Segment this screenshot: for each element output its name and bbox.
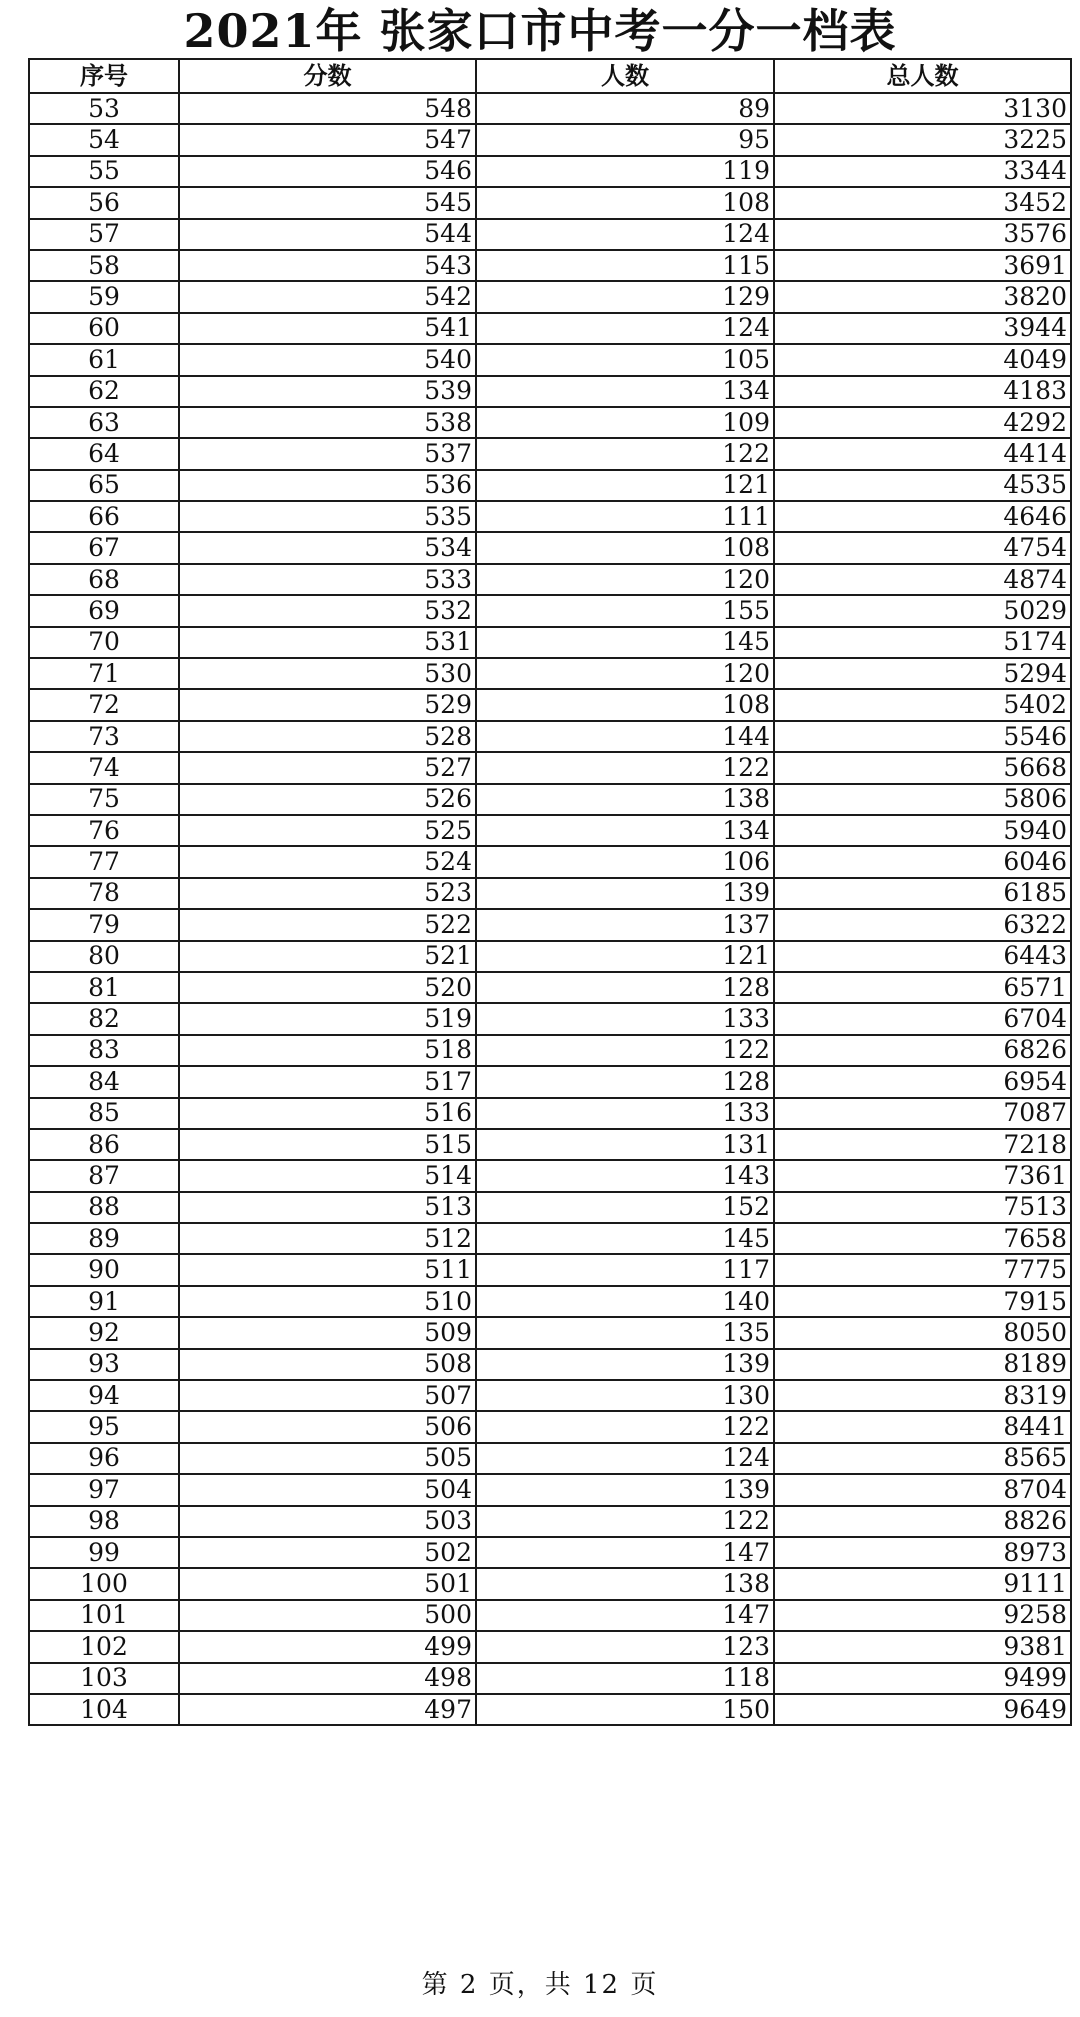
score-cell: 520 [179, 972, 476, 1003]
score-cell: 547 [179, 124, 476, 155]
count-cell: 122 [476, 1506, 774, 1537]
total-cell: 5294 [774, 658, 1071, 689]
header-rank: 序号 [29, 59, 179, 93]
count-cell: 134 [476, 376, 774, 407]
total-cell: 5402 [774, 689, 1071, 720]
table-row [29, 1129, 1071, 1160]
total-cell: 9499 [774, 1663, 1071, 1694]
table-row [29, 93, 1071, 124]
rank-cell: 61 [29, 344, 179, 375]
table-row [29, 1411, 1071, 1442]
table-row [29, 1663, 1071, 1694]
count-cell: 120 [476, 658, 774, 689]
count-cell: 123 [476, 1631, 774, 1662]
table-row [29, 1286, 1071, 1317]
count-cell: 95 [476, 124, 774, 155]
rank-cell: 82 [29, 1003, 179, 1034]
rank-cell: 102 [29, 1631, 179, 1662]
count-cell: 128 [476, 1066, 774, 1097]
table-row [29, 1568, 1071, 1599]
count-cell: 124 [476, 313, 774, 344]
count-cell: 144 [476, 721, 774, 752]
score-cell: 511 [179, 1254, 476, 1285]
count-cell: 118 [476, 1663, 774, 1694]
total-cell: 9111 [774, 1568, 1071, 1599]
total-cell: 7658 [774, 1223, 1071, 1254]
score-cell: 546 [179, 156, 476, 187]
total-cell: 8826 [774, 1506, 1071, 1537]
rank-cell: 66 [29, 501, 179, 532]
page-title: 2021年 张家口市中考一分一档表 [183, 4, 897, 58]
score-cell: 504 [179, 1474, 476, 1505]
table-row [29, 721, 1071, 752]
total-cell: 8189 [774, 1349, 1071, 1380]
rank-cell: 91 [29, 1286, 179, 1317]
score-cell: 517 [179, 1066, 476, 1097]
rank-cell: 75 [29, 784, 179, 815]
total-cell: 3452 [774, 187, 1071, 218]
table-row [29, 219, 1071, 250]
table-row [29, 1349, 1071, 1380]
score-cell: 500 [179, 1600, 476, 1631]
table-row [29, 909, 1071, 940]
count-cell: 140 [476, 1286, 774, 1317]
table-row [29, 689, 1071, 720]
count-cell: 150 [476, 1694, 774, 1725]
score-cell: 515 [179, 1129, 476, 1160]
count-cell: 130 [476, 1380, 774, 1411]
table-row [29, 438, 1071, 469]
rank-cell: 81 [29, 972, 179, 1003]
count-cell: 115 [476, 250, 774, 281]
rank-cell: 73 [29, 721, 179, 752]
total-cell: 7218 [774, 1129, 1071, 1160]
score-cell: 525 [179, 815, 476, 846]
count-cell: 139 [476, 1349, 774, 1380]
rank-cell: 86 [29, 1129, 179, 1160]
rank-cell: 103 [29, 1663, 179, 1694]
rank-cell: 67 [29, 532, 179, 563]
table-row [29, 658, 1071, 689]
total-cell: 4292 [774, 407, 1071, 438]
total-cell: 5029 [774, 595, 1071, 626]
table-row [29, 1474, 1071, 1505]
total-cell: 6443 [774, 941, 1071, 972]
count-cell: 119 [476, 156, 774, 187]
count-cell: 105 [476, 344, 774, 375]
table-row [29, 124, 1071, 155]
total-cell: 3576 [774, 219, 1071, 250]
header-row [29, 59, 1071, 93]
rank-cell: 62 [29, 376, 179, 407]
score-cell: 548 [179, 93, 476, 124]
total-cell: 4049 [774, 344, 1071, 375]
count-cell: 131 [476, 1129, 774, 1160]
table-row [29, 1035, 1071, 1066]
table-row [29, 407, 1071, 438]
table-row [29, 1537, 1071, 1568]
total-cell: 7513 [774, 1192, 1071, 1223]
rank-cell: 97 [29, 1474, 179, 1505]
rank-cell: 57 [29, 219, 179, 250]
score-cell: 513 [179, 1192, 476, 1223]
score-cell: 507 [179, 1380, 476, 1411]
rank-cell: 70 [29, 627, 179, 658]
rank-cell: 74 [29, 752, 179, 783]
count-cell: 155 [476, 595, 774, 626]
rank-cell: 78 [29, 878, 179, 909]
table-row [29, 564, 1071, 595]
table-row [29, 1443, 1071, 1474]
table-row [29, 784, 1071, 815]
count-cell: 124 [476, 219, 774, 250]
total-cell: 4874 [774, 564, 1071, 595]
score-cell: 545 [179, 187, 476, 218]
table-row [29, 344, 1071, 375]
table-row [29, 1098, 1071, 1129]
rank-cell: 88 [29, 1192, 179, 1223]
total-cell: 7361 [774, 1160, 1071, 1191]
score-cell: 542 [179, 281, 476, 312]
score-cell: 506 [179, 1411, 476, 1442]
count-cell: 128 [476, 972, 774, 1003]
table-row [29, 627, 1071, 658]
score-cell: 508 [179, 1349, 476, 1380]
total-cell: 5546 [774, 721, 1071, 752]
count-cell: 139 [476, 878, 774, 909]
rank-cell: 65 [29, 470, 179, 501]
total-cell: 9381 [774, 1631, 1071, 1662]
total-cell: 6704 [774, 1003, 1071, 1034]
rank-cell: 96 [29, 1443, 179, 1474]
count-cell: 147 [476, 1600, 774, 1631]
rank-cell: 85 [29, 1098, 179, 1129]
score-cell: 522 [179, 909, 476, 940]
rank-cell: 92 [29, 1317, 179, 1348]
header-score: 分数 [179, 59, 476, 93]
score-cell: 518 [179, 1035, 476, 1066]
rank-cell: 90 [29, 1254, 179, 1285]
score-cell: 538 [179, 407, 476, 438]
table-row [29, 1380, 1071, 1411]
rank-cell: 54 [29, 124, 179, 155]
table-row [29, 156, 1071, 187]
count-cell: 145 [476, 627, 774, 658]
total-cell: 5940 [774, 815, 1071, 846]
rank-cell: 63 [29, 407, 179, 438]
rank-cell: 77 [29, 846, 179, 877]
table-row [29, 1003, 1071, 1034]
table-row [29, 532, 1071, 563]
score-cell: 505 [179, 1443, 476, 1474]
count-cell: 152 [476, 1192, 774, 1223]
total-cell: 6046 [774, 846, 1071, 877]
score-cell: 528 [179, 721, 476, 752]
count-cell: 138 [476, 1568, 774, 1599]
score-cell: 516 [179, 1098, 476, 1129]
total-cell: 5668 [774, 752, 1071, 783]
rank-cell: 94 [29, 1380, 179, 1411]
count-cell: 121 [476, 470, 774, 501]
score-cell: 521 [179, 941, 476, 972]
rank-cell: 64 [29, 438, 179, 469]
total-cell: 3691 [774, 250, 1071, 281]
total-cell: 4183 [774, 376, 1071, 407]
total-cell: 6322 [774, 909, 1071, 940]
score-cell: 533 [179, 564, 476, 595]
page-footer: 第 2 页，共 12 页 [421, 1970, 659, 2000]
total-cell: 4646 [774, 501, 1071, 532]
count-cell: 145 [476, 1223, 774, 1254]
rank-cell: 69 [29, 595, 179, 626]
count-cell: 133 [476, 1003, 774, 1034]
score-cell: 512 [179, 1223, 476, 1254]
count-cell: 134 [476, 815, 774, 846]
table-row [29, 1223, 1071, 1254]
total-cell: 8319 [774, 1380, 1071, 1411]
table-header [29, 59, 1071, 93]
total-cell: 8565 [774, 1443, 1071, 1474]
count-cell: 111 [476, 501, 774, 532]
table-row [29, 1317, 1071, 1348]
rank-cell: 59 [29, 281, 179, 312]
table-row [29, 1600, 1071, 1631]
rank-cell: 71 [29, 658, 179, 689]
rank-cell: 84 [29, 1066, 179, 1097]
table-row [29, 972, 1071, 1003]
table-row [29, 187, 1071, 218]
table-row [29, 1506, 1071, 1537]
score-cell: 543 [179, 250, 476, 281]
table-row [29, 941, 1071, 972]
total-cell: 4754 [774, 532, 1071, 563]
table-row [29, 470, 1071, 501]
total-cell: 9258 [774, 1600, 1071, 1631]
rank-cell: 58 [29, 250, 179, 281]
rank-cell: 99 [29, 1537, 179, 1568]
score-cell: 526 [179, 784, 476, 815]
count-cell: 108 [476, 689, 774, 720]
count-cell: 143 [476, 1160, 774, 1191]
rank-cell: 79 [29, 909, 179, 940]
total-cell: 7915 [774, 1286, 1071, 1317]
total-cell: 3820 [774, 281, 1071, 312]
score-cell: 535 [179, 501, 476, 532]
count-cell: 89 [476, 93, 774, 124]
count-cell: 124 [476, 1443, 774, 1474]
total-cell: 5174 [774, 627, 1071, 658]
table-row [29, 1192, 1071, 1223]
total-cell: 7775 [774, 1254, 1071, 1285]
score-cell: 501 [179, 1568, 476, 1599]
score-cell: 536 [179, 470, 476, 501]
score-cell: 499 [179, 1631, 476, 1662]
total-cell: 3344 [774, 156, 1071, 187]
score-cell: 531 [179, 627, 476, 658]
total-cell: 8704 [774, 1474, 1071, 1505]
table-row [29, 846, 1071, 877]
rank-cell: 53 [29, 93, 179, 124]
score-cell: 529 [179, 689, 476, 720]
score-cell: 510 [179, 1286, 476, 1317]
rank-cell: 68 [29, 564, 179, 595]
table-row [29, 501, 1071, 532]
rank-cell: 95 [29, 1411, 179, 1442]
header-total: 总人数 [774, 59, 1071, 93]
table-row [29, 815, 1071, 846]
rank-cell: 100 [29, 1568, 179, 1599]
total-cell: 8441 [774, 1411, 1071, 1442]
count-cell: 109 [476, 407, 774, 438]
score-cell: 498 [179, 1663, 476, 1694]
rank-cell: 56 [29, 187, 179, 218]
total-cell: 3225 [774, 124, 1071, 155]
score-cell: 539 [179, 376, 476, 407]
score-cell: 540 [179, 344, 476, 375]
rank-cell: 83 [29, 1035, 179, 1066]
count-cell: 122 [476, 752, 774, 783]
count-cell: 135 [476, 1317, 774, 1348]
rank-cell: 76 [29, 815, 179, 846]
rank-cell: 87 [29, 1160, 179, 1191]
count-cell: 108 [476, 187, 774, 218]
table-row [29, 1066, 1071, 1097]
table-row [29, 1694, 1071, 1725]
count-cell: 147 [476, 1537, 774, 1568]
count-cell: 108 [476, 532, 774, 563]
count-cell: 129 [476, 281, 774, 312]
total-cell: 7087 [774, 1098, 1071, 1129]
rank-cell: 89 [29, 1223, 179, 1254]
total-cell: 4535 [774, 470, 1071, 501]
count-cell: 137 [476, 909, 774, 940]
table-row [29, 1254, 1071, 1285]
score-cell: 532 [179, 595, 476, 626]
score-cell: 541 [179, 313, 476, 344]
table-row [29, 752, 1071, 783]
count-cell: 133 [476, 1098, 774, 1129]
count-cell: 139 [476, 1474, 774, 1505]
score-cell: 502 [179, 1537, 476, 1568]
score-cell: 503 [179, 1506, 476, 1537]
score-cell: 519 [179, 1003, 476, 1034]
score-cell: 544 [179, 219, 476, 250]
total-cell: 9649 [774, 1694, 1071, 1725]
table-body [29, 93, 1071, 1725]
count-cell: 117 [476, 1254, 774, 1285]
table-row [29, 250, 1071, 281]
rank-cell: 104 [29, 1694, 179, 1725]
total-cell: 6185 [774, 878, 1071, 909]
rank-cell: 98 [29, 1506, 179, 1537]
table-row [29, 281, 1071, 312]
score-cell: 514 [179, 1160, 476, 1191]
table-row [29, 1160, 1071, 1191]
total-cell: 3130 [774, 93, 1071, 124]
score-cell: 523 [179, 878, 476, 909]
table-row [29, 376, 1071, 407]
score-table [28, 58, 1072, 1726]
score-cell: 534 [179, 532, 476, 563]
rank-cell: 55 [29, 156, 179, 187]
total-cell: 6826 [774, 1035, 1071, 1066]
score-cell: 524 [179, 846, 476, 877]
score-cell: 530 [179, 658, 476, 689]
total-cell: 4414 [774, 438, 1071, 469]
count-cell: 121 [476, 941, 774, 972]
total-cell: 5806 [774, 784, 1071, 815]
total-cell: 8973 [774, 1537, 1071, 1568]
count-cell: 122 [476, 1035, 774, 1066]
rank-cell: 72 [29, 689, 179, 720]
score-cell: 537 [179, 438, 476, 469]
count-cell: 120 [476, 564, 774, 595]
total-cell: 3944 [774, 313, 1071, 344]
table-row [29, 313, 1071, 344]
table-row [29, 878, 1071, 909]
rank-cell: 80 [29, 941, 179, 972]
count-cell: 106 [476, 846, 774, 877]
rank-cell: 93 [29, 1349, 179, 1380]
count-cell: 122 [476, 1411, 774, 1442]
total-cell: 6571 [774, 972, 1071, 1003]
table-row [29, 1631, 1071, 1662]
score-cell: 509 [179, 1317, 476, 1348]
header-count: 人数 [476, 59, 774, 93]
rank-cell: 101 [29, 1600, 179, 1631]
score-cell: 527 [179, 752, 476, 783]
count-cell: 122 [476, 438, 774, 469]
score-cell: 497 [179, 1694, 476, 1725]
rank-cell: 60 [29, 313, 179, 344]
count-cell: 138 [476, 784, 774, 815]
total-cell: 6954 [774, 1066, 1071, 1097]
table-row [29, 595, 1071, 626]
total-cell: 8050 [774, 1317, 1071, 1348]
